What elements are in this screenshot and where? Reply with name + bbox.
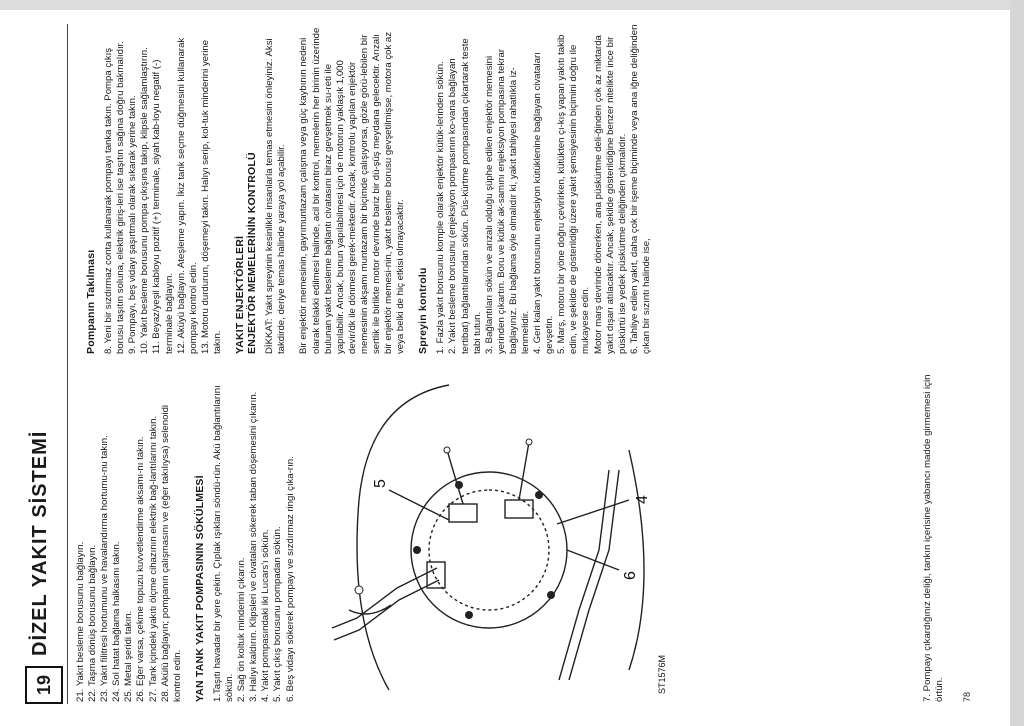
callout-5: 5 xyxy=(372,479,389,488)
list-item: 27. Tank içindeki yakıtı ölçme cihazının elektrik bağ-lantılarını takın. xyxy=(147,415,159,702)
list-item: 21. Yakıt besleme borusunu bağlayın. xyxy=(75,541,86,702)
list-item: 6. Beş vidayı sökerek pompayı ve sızdırmaz ringi çıka-rın. xyxy=(284,456,296,702)
list-item: 26. Eğer varsa, çekme topuzu kuvvetlendirme aksamı-nı takın. xyxy=(135,436,147,702)
list-item: 23. Yakıt filitresi hortumunu ve havalandırma hortumu-nu takın. xyxy=(99,435,111,702)
list-item: 4. Geri kalan yakıt borusunu enjeksiyon kütüklenine bağlayan civataları gevşetin. xyxy=(532,52,556,354)
list-item: 6. Tahliye edilen yakıt, daha çok bir işeme biçiminde veya ana iğne deliğinden çıkan bir sızıntı halinde ise, xyxy=(628,24,652,354)
left-column xyxy=(75,380,297,702)
callout-6: 6 xyxy=(622,571,639,580)
list-item: 13. Motoru durdurun, döşemeyi takın. Halıyı serip, kol-tuk minderini yerine takın. xyxy=(199,39,223,354)
callout-4: 4 xyxy=(634,495,651,504)
section-subheading: ENJEKTÖR MEMELERİNİN KONTROLÜ xyxy=(246,152,259,354)
list-item: 10. Yakıt besleme borusunu pompa çıkışına takıp, klipsle sağlamlaştırın. xyxy=(139,47,151,354)
list-item: 2. Sağ ön koltuk minderini çıkarın. xyxy=(236,557,248,702)
chapter-number: 19 xyxy=(25,666,63,704)
right-column xyxy=(75,24,653,354)
warning-text: DİKKAT: Yakıt spreyinin kesinlikle insanlarla temas etmesini önleyiniz. Aksi takdirde, deriye temas halinde yaraya yol açabilir. xyxy=(264,38,288,354)
scan-top-edge xyxy=(0,0,1024,10)
manual-page xyxy=(17,14,1007,714)
list-item: 2. Yakıt besleme borusunu (enjeksiyon pompasının ko-vana bağlayan tertibat) bağlantılarından sökün. Püs-kürtme pompasından çıkartarak teste tabi tutun. xyxy=(447,38,483,354)
list-item: 25. Metal şeridi takın. xyxy=(123,610,135,702)
list-item: 5. Yakıt çıkış borusunu pompadan sökün. xyxy=(272,526,284,702)
footnote: 7. Pompayı çıkardığınız deliği, tankın içerisine yabancı madde girmemesi için örtün. xyxy=(922,374,945,702)
list-item: 1. Fazla yakıt borusunu komple olarak enjektör kütük-lerinden sökün. xyxy=(435,61,447,354)
list-item: 12. Aküyü bağlayın. Ateşleme yapın. İkiz tank seçme düğmesini kullanarak pompayı kontrol edin. xyxy=(175,37,199,354)
section-heading: Spreyin kontrolu xyxy=(417,267,430,354)
page-number: 78 xyxy=(962,691,972,702)
list-item: 28. Akülü bağlayın; pompanın çalışmasını ve (eğer takılıysa) selenoidi kontrol edin. xyxy=(159,404,183,702)
list-item: 3. Bağlantıları sökün ve arızalı olduğu şüphe edilen enjektör memesini yerinden çıkartın. Boru ve kütük ak-samını enjeksiyon pompasına tekrar bağlayınız. Bu bağlama öyle olmalıdır ki, yakıt tahliyesi rahatlıkla iz-lenmelidir. xyxy=(483,48,531,354)
chapter-title: DİZEL YAKIT SİSTEMİ xyxy=(29,430,51,656)
list-item: 9. Pompayı, beş vidayı şaşırtmalı olarak sıkarak yerine takın. xyxy=(127,95,139,354)
scan-right-edge xyxy=(1010,0,1024,726)
section-heading: Pompanın Takılması xyxy=(85,249,97,354)
fuel-pump-diagram xyxy=(329,380,669,700)
list-item: 5. Marş, motoru bir yöne doğru çevirirken, kütükten çı-kış yapan yakıtı takib edin, ve şekilde de gösterildiği üzere yakıt şemsiyesinin biçimini doğru ile mukayese edin. xyxy=(556,34,592,354)
list-item: Motor marş devrinde dönerken, ana püskürtme deli-ğinden çok az miktarda yakıt dışarı atılacaktır. Ancak, şekilde gösterildiğine benzer nitelikte ince bir püskürtü ise yedek püskürtme deliğinden çıkmalıdır. xyxy=(592,35,628,354)
diagram-code: ST1576M xyxy=(657,654,667,694)
list-item: 3. Halıyı kaldırın. Klipsleri ve civataları sökerek taban döşemesini çıkarın. xyxy=(248,391,260,702)
list-item: 22. Taşma dönüş borusunu bağlayın. xyxy=(87,544,99,702)
section-heading: YAN TANK YAKIT POMPASININ SÖKÜLMESİ xyxy=(193,475,206,702)
list-item: 11. Beyaz/yeşil kabloyu pozitif (+) terminale, siyah kab-loyu negatif (-) terminale bağlayın. xyxy=(151,59,175,354)
list-item: 8. Yeni bir sızdırmaz conta kullanarak pompayı tanka takın. Pompa çıkış borusu taşıtın soluna, elektrik giriş-leri ise taşıtın sağına doğru bakmalıdır. xyxy=(103,40,127,354)
section-heading: YAKIT ENJEKTÖRLERİ xyxy=(234,235,247,354)
list-item: 24. Sol hatat bağlama halkasını takın. xyxy=(111,541,123,702)
list-item: 4. Yakıt pompasındaki iki Lucars'ı sökün. xyxy=(260,529,272,702)
header-rule xyxy=(67,24,68,704)
list-item: 1.Taşıtı havadar bir yere çekin. Çıplak ışıkları söndü-rün. Akü bağlantılarını sökün. xyxy=(211,385,236,702)
body-paragraph: Bir enjektör memesinin, gayrımuntazam çalışma veya güç kaybının nedeni olarak telakki edilmesi halinde, acil bir kontrol, memelerin her birinin üzerinde bulunan yakıt besleme bağlantı civatasını biraz gevşetmek su-reti ile yapılabilir. Ancak, bunun yapılabilmesi için de motorun yaklaşık 1,000 devir/dk ile dönmesi gerek-mektedir. Ancak, kontrolu yapılan enjektör memesinin akşamı muntazam bir biçimde çalışıyorsa, gözle görü-lebilen bir sertlik ile birlikte motor devrinde bariz bir dü-şüş meydana gelecektir. Arızalı bir enjektör memesi-nin, yakıt besleme borusu gevşetilmişse, motora çok az veya belki de hiç etkisi olmayacaktır. xyxy=(298,27,407,354)
